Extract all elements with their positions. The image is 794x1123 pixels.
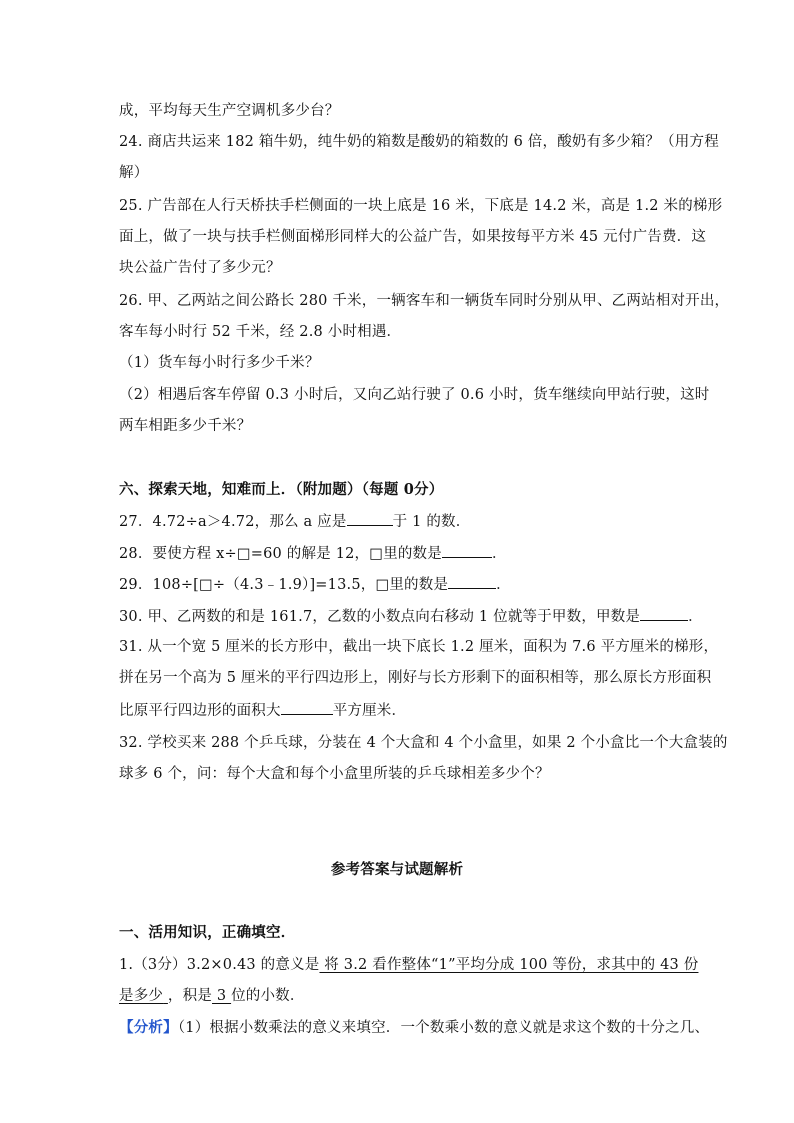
answer-blank bbox=[347, 511, 393, 526]
answer-1-filled-blank-2: 3 bbox=[212, 988, 232, 1004]
answer-blank bbox=[281, 700, 333, 715]
problem-24-line-1: 24. 商店共运来 182 箱牛奶，纯牛奶的箱数是酸奶的箱数的 6 倍，酸奶有多少箱？（用方程 bbox=[119, 134, 719, 150]
problem-28-text: 28．要使方程 x÷□=60 的解是 12，□里的数是 bbox=[119, 546, 442, 562]
problem-25-line-1: 25. 广告部在人行天桥扶手栏侧面的一块上底是 16 米，下底是 14.2 米，高是 1.2 米的梯形 bbox=[119, 198, 723, 214]
answer-1-filled-blank: 将 3.2 看作整体“1”平均分成 100 等份，求其中的 43 份 bbox=[319, 957, 699, 973]
problem-31-line-3 bbox=[119, 700, 406, 721]
answer-1-line-1 bbox=[119, 955, 698, 975]
answer-blank bbox=[640, 606, 688, 621]
problem-29-text: 29．108÷[□÷（4.3﹣1.9）]=13.5，□里的数是 bbox=[119, 577, 449, 593]
analysis-line bbox=[119, 1018, 709, 1038]
problem-26-part-2-line-2: 两车相距多少千米？ bbox=[119, 418, 252, 434]
problem-24-line-2: 解） bbox=[119, 165, 149, 181]
problem-29 bbox=[119, 574, 511, 595]
analysis-tag: 【分析】 bbox=[119, 1019, 178, 1036]
answer-1-line-2 bbox=[119, 986, 305, 1006]
problem-32-line-2: 球多 6 个，问：每个大盒和每个小盒里所装的乒乓球相差多少个？ bbox=[119, 766, 550, 782]
section-6-heading: 六、探索天地，知难而上．（附加题）（每题 0分） bbox=[119, 481, 444, 498]
problem-26-part-1: （1）货车每小时行多少千米？ bbox=[119, 355, 320, 371]
answers-section-1-heading: 一、活用知识，正确填空． bbox=[119, 924, 296, 941]
answer-1-text: 1.（3分）3.2×0.43 的意义是 bbox=[119, 957, 320, 973]
problem-28-text-end: ． bbox=[491, 546, 507, 562]
answer-blank bbox=[442, 543, 492, 558]
problem-28 bbox=[119, 543, 507, 564]
analysis-text: （1）根据小数乘法的意义来填空．一个数乘小数的意义就是求这个数的十分之几、 bbox=[177, 1020, 710, 1036]
answer-1-text-end: 位的小数． bbox=[231, 988, 305, 1004]
answer-1-filled-blank-cont: 是多少 bbox=[119, 988, 164, 1004]
problem-30-text-end: ． bbox=[688, 609, 703, 625]
problem-25-line-2: 面上，做了一块与扶手栏侧面梯形同样大的公益广告，如果按每平方米 45 元付广告费．这 bbox=[119, 229, 707, 245]
problem-27-text: 27．4.72÷a＞4.72，那么 a 应是 bbox=[119, 514, 347, 530]
problem-25-line-3: 块公益广告付了多少元？ bbox=[119, 260, 281, 276]
problem-29-text-end: ． bbox=[496, 577, 511, 593]
problem-26-line-2: 客车每小时行 52 千米，经 2.8 小时相遇． bbox=[119, 324, 402, 340]
problem-31-line-2: 拼在另一个高为 5 厘米的平行四边形上，刚好与长方形剩下的面积相等，那么原长方形面积 bbox=[119, 670, 712, 686]
answer-1-text-mid: ，积是 bbox=[167, 988, 213, 1004]
problem-30 bbox=[119, 606, 703, 627]
answer-blank bbox=[448, 574, 496, 589]
problem-30-text: 30. 甲、乙两数的和是 161.7，乙数的小数点向右移动 1 位就等于甲数，甲数是 bbox=[119, 609, 641, 625]
problem-31-text: 比原平行四边形的面积大 bbox=[119, 703, 281, 719]
problem-26-part-2-line-1: （2）相遇后客车停留 0.3 小时后，又向乙站行驶了 0.6 小时，货车继续向甲站行驶，这时 bbox=[119, 387, 710, 403]
problem-27 bbox=[119, 511, 470, 532]
problem-32-line-1: 32. 学校买来 288 个乒乓球，分装在 4 个大盒和 4 个小盒里，如果 2 个小盒比一个大盒装的 bbox=[119, 735, 728, 751]
problem-31-text-end: 平方厘米． bbox=[332, 703, 407, 719]
problem-31-line-1: 31. 从一个宽 5 厘米的长方形中，截出一块下底长 1.2 厘米，面积为 7.6 平方厘米的梯形， bbox=[119, 639, 719, 655]
problem-27-text-end: 于 1 的数． bbox=[392, 514, 471, 530]
problem-23-continuation: 成，平均每天生产空调机多少台？ bbox=[119, 103, 340, 119]
problem-26-line-1: 26. 甲、乙两站之间公路长 280 千米，一辆客车和一辆货车同时分别从甲、乙两站相对开出， bbox=[119, 293, 730, 309]
answers-title: 参考答案与试题解析 bbox=[330, 861, 464, 878]
